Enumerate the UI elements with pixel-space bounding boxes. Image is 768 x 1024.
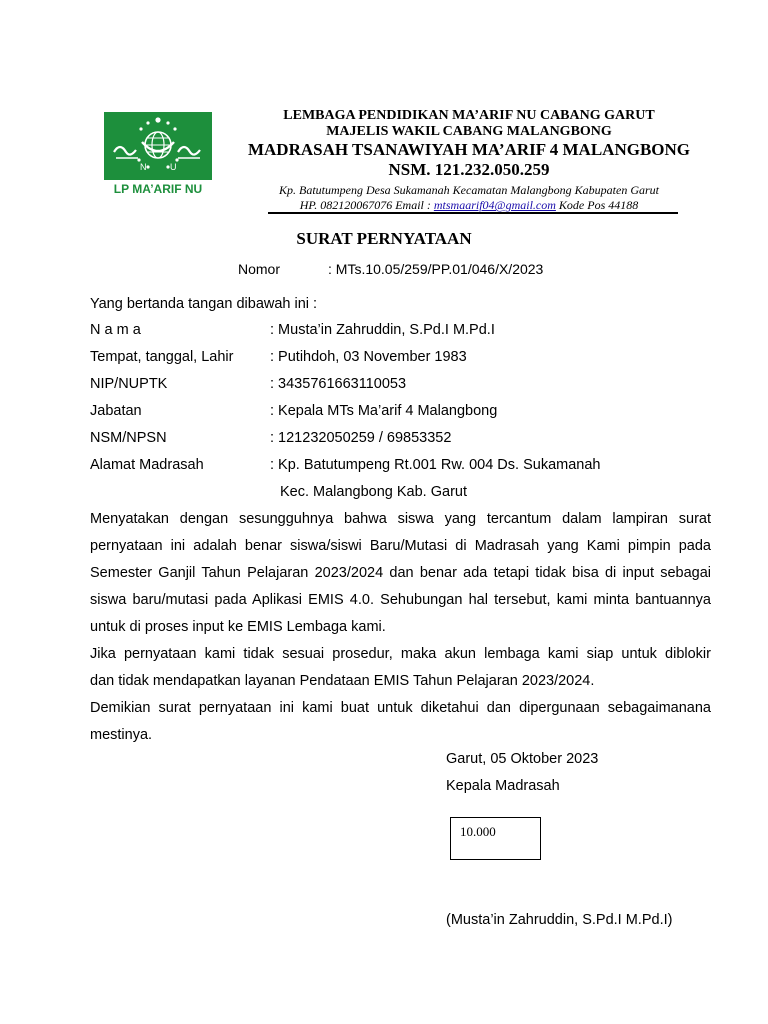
school-contact xyxy=(230,198,708,213)
paragraph-line: Menyatakan dengan sesungguhnya bahwa siswa yang tercantum dalam lampiran surat xyxy=(90,511,711,527)
duty-stamp-box xyxy=(450,817,541,860)
logo-emblem xyxy=(104,112,212,180)
school-name: MADRASAH TSANAWIYAH MA’ARIF 4 MALANGBONG xyxy=(247,140,691,159)
nomor-label: Nomor xyxy=(238,261,281,277)
field-value-ttl: : Putihdoh, 03 November 1983 xyxy=(270,349,467,365)
place-date: Garut, 05 Oktober 2023 xyxy=(446,751,599,767)
intro-text: Yang bertanda tangan dibawah ini : xyxy=(90,296,318,312)
letter-title: SURAT PERNYATAAN xyxy=(296,229,472,248)
signatory-name: (Musta’in Zahruddin, S.Pd.I M.Pd.I) xyxy=(446,912,673,928)
field-value-alamat: : Kp. Batutumpeng Rt.001 Rw. 004 Ds. Sukamanah xyxy=(270,457,601,473)
field-label-nip: NIP/NUPTK xyxy=(90,376,168,392)
field-value-alamat-cont: Kec. Malangbong Kab. Garut xyxy=(280,484,468,500)
contact-phone: HP. 082120067076 Email : xyxy=(299,198,434,212)
logo-letter-u: U xyxy=(170,162,177,172)
field-value-nama: : Musta’in Zahruddin, S.Pd.I M.Pd.I xyxy=(270,322,495,338)
paragraph-line: dan tidak mendapatkan layanan Pendataan EMIS Tahun Pelajaran 2023/2024. xyxy=(90,673,595,689)
field-value-nip: : 3435761663110053 xyxy=(270,376,407,392)
council-name: MAJELIS WAKIL CABANG MALANGBONG xyxy=(326,124,612,139)
paragraph-line: Semester Ganjil Tahun Pelajaran 2023/2024 dan benar ada tetapi tidak bisa di input sebagai xyxy=(90,565,711,581)
field-label-jabatan: Jabatan xyxy=(90,403,142,419)
school-nsm: NSM. 121.232.050.259 xyxy=(388,160,550,179)
field-value-nsm: : 121232050259 / 69853352 xyxy=(270,430,452,446)
letterhead-divider xyxy=(268,212,678,214)
field-label-alamat: Alamat Madrasah xyxy=(90,457,204,473)
paragraph-line: mestinya. xyxy=(90,727,153,743)
school-address: Kp. Batutumpeng Desa Sukamanah Kecamatan Malangbong Kabupaten Garut xyxy=(279,183,659,197)
paragraph-line: siswa baru/mutasi pada Aplikasi EMIS 4.0. Sehubungan hal tersebut, kami minta bantuannya xyxy=(90,592,711,608)
nu-globe-icon xyxy=(104,112,212,180)
email-link[interactable]: mtsmaarif04@gmail.com xyxy=(433,198,556,212)
lp-maarif-nu-logo xyxy=(104,112,212,198)
postal-code: Kode Pos 44188 xyxy=(555,198,639,212)
logo-letter-n: N xyxy=(140,162,147,172)
field-label-nsm: NSM/NPSN xyxy=(90,430,167,446)
paragraph-line: pernyataan ini adalah benar siswa/siswi Baru/Mutasi di Madrasah yang Kami pimpin pada xyxy=(90,538,711,554)
institution-name: LEMBAGA PENDIDIKAN MA’ARIF NU CABANG GARUT xyxy=(283,108,655,123)
signatory-position: Kepala Madrasah xyxy=(446,778,560,794)
paragraph-line: Jika pernyataan kami tidak sesuai prosedur, maka akun lembaga kami siap untuk diblokir xyxy=(90,646,711,662)
paragraph-line: Demikian surat pernyataan ini kami buat untuk diketahui dan dipergunaan sebagaimanana xyxy=(90,700,711,716)
field-label-ttl: Tempat, tanggal, Lahir xyxy=(90,349,234,365)
field-value-jabatan: : Kepala MTs Ma’arif 4 Malangbong xyxy=(270,403,498,419)
field-label-nama: N a m a xyxy=(90,322,141,338)
logo-caption: LP MA’ARIF NU xyxy=(113,182,203,196)
letterhead xyxy=(230,108,708,213)
stamp-value: 10.000 xyxy=(460,824,496,839)
paragraph-line: untuk di proses input ke EMIS Lembaga kami. xyxy=(90,619,386,635)
nomor-value: : MTs.10.05/259/PP.01/046/X/2023 xyxy=(328,261,544,277)
